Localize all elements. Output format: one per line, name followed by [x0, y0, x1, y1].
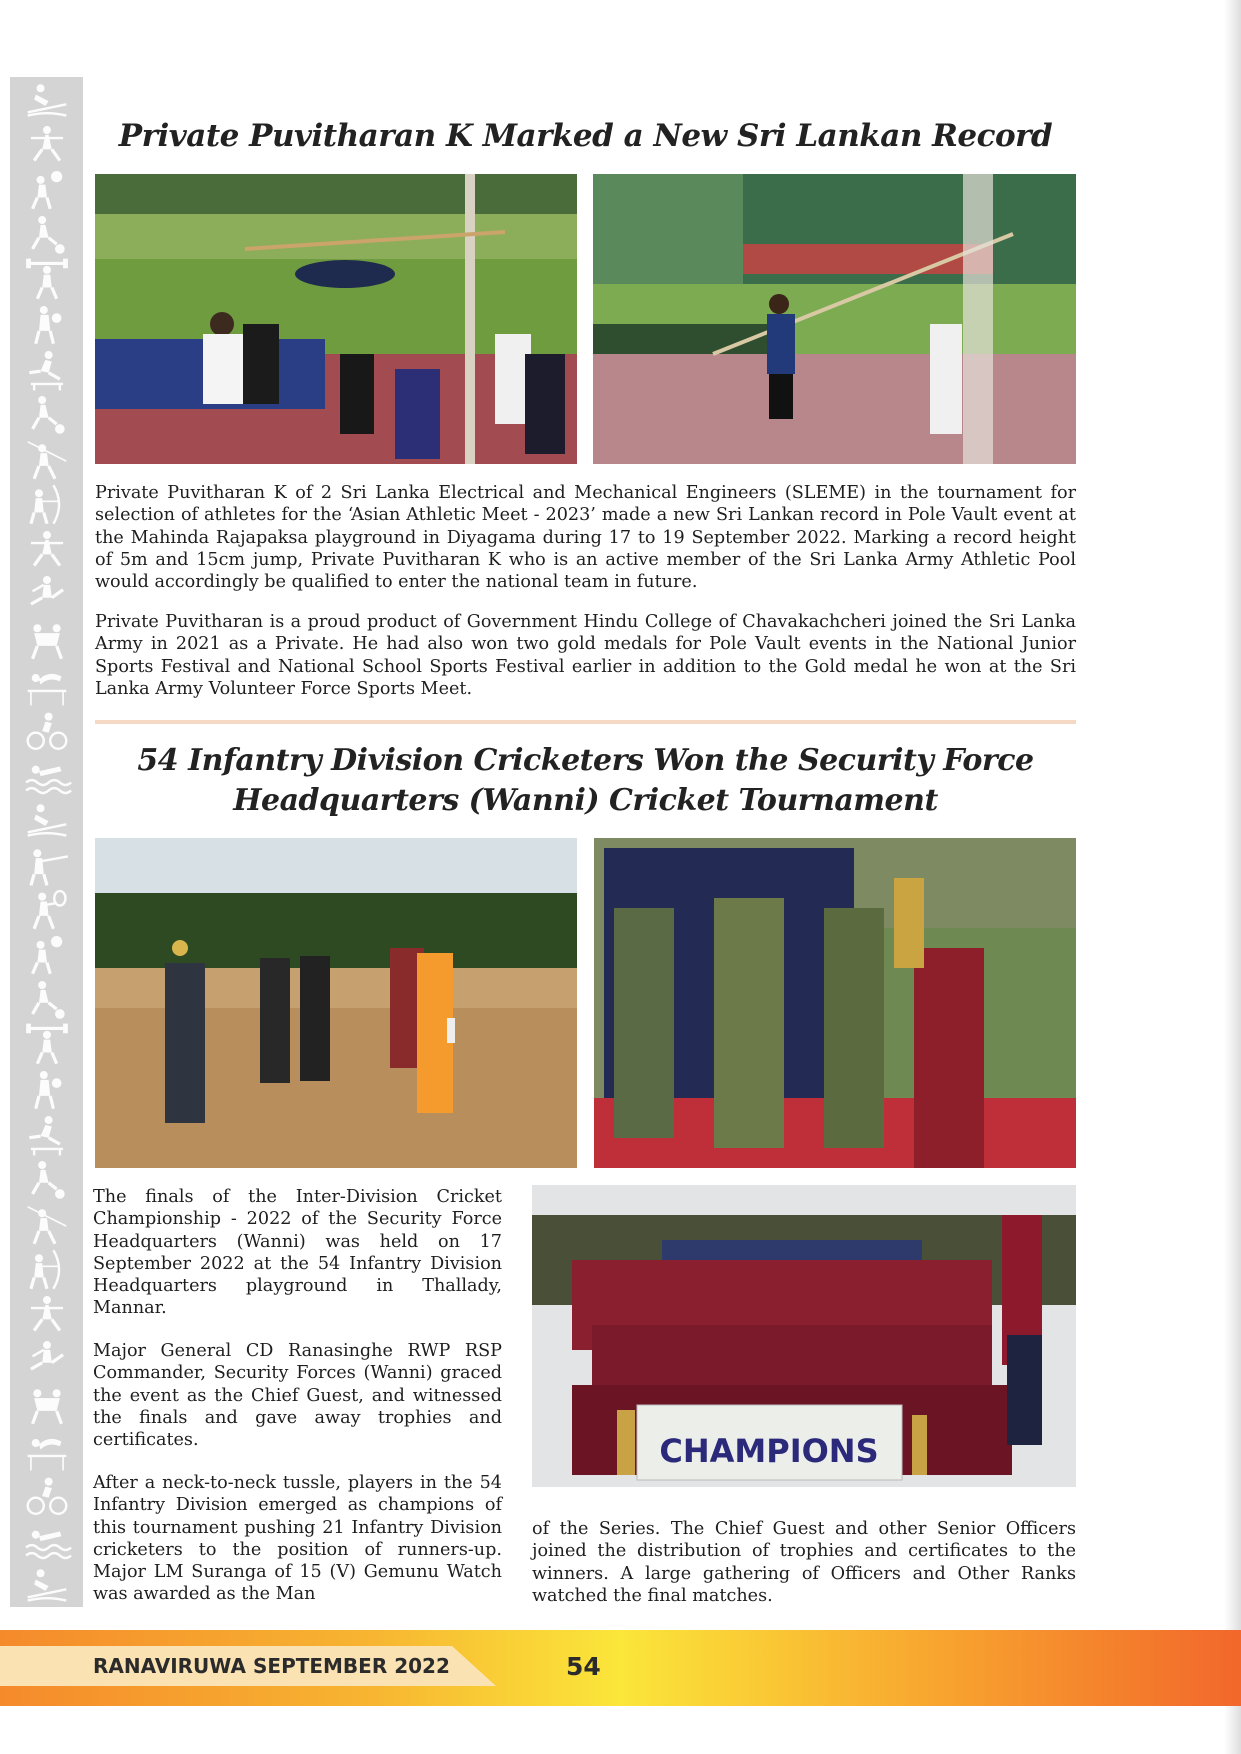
photo-champions-team	[532, 1185, 1076, 1487]
photo-pole-vault-jump	[95, 174, 577, 464]
champions-banner-text: CHAMPIONS	[659, 1432, 879, 1470]
hurdles-icon	[19, 347, 75, 392]
gymnastics-icon	[19, 527, 75, 572]
shooting-icon	[19, 842, 75, 887]
javelin-icon	[19, 1202, 75, 1247]
weightlifting-icon	[19, 257, 75, 302]
article-title-pole-vault: Private Puvitharan K Marked a New Sri Lankan Record	[118, 118, 1053, 154]
swimming-icon	[19, 1517, 75, 1562]
paragraph: of the Series. The Chief Guest and other Senior Officers joined the distribution of trophies and certificates to the winners. A large gathering of Officers and Other Ranks watched the final matches.	[532, 1519, 1076, 1606]
rowing-icon	[19, 1562, 75, 1607]
football-icon	[19, 977, 75, 1022]
football-icon	[19, 392, 75, 437]
cycling-icon	[19, 707, 75, 752]
footer-magazine-name: RANAVIRUWA	[93, 1654, 246, 1678]
football-icon	[19, 212, 75, 257]
page-edge-shadow	[1224, 0, 1241, 1754]
karate-icon	[19, 572, 75, 617]
karate-icon	[19, 1337, 75, 1382]
basketball-icon	[19, 167, 75, 212]
photo-trophy-presentation	[594, 838, 1076, 1168]
paragraph: Private Puvitharan is a proud product of Government Hindu College of Chavakachcheri joined the Sri Lanka Army in 2021 as a Private. He had also won two gold medals for Pole Vault events in the National Junior Sports Festival and National School Sports Festival earlier in addition to the Gold medal he won at the Sri Lanka Army Volunteer Force Sports Meet.	[95, 612, 1076, 699]
swimming-icon	[19, 752, 75, 797]
section-divider	[95, 720, 1076, 724]
wrestling-icon	[19, 1382, 75, 1427]
boxing-icon	[19, 1067, 75, 1112]
title-line: 54 Infantry Division Cricketers Won the Security Force	[137, 743, 1034, 778]
photo-cricket-toss	[95, 838, 577, 1168]
tennis-icon	[19, 887, 75, 932]
basketball-icon	[19, 932, 75, 977]
title-line: Headquarters (Wanni) Cricket Tournament	[233, 783, 938, 818]
football-icon	[19, 1157, 75, 1202]
footer-issue-date: SEPTEMBER 2022	[253, 1654, 450, 1678]
sports-icon-strip	[10, 77, 83, 1607]
paragraph: Private Puvitharan K of 2 Sri Lanka Electrical and Mechanical Engineers (SLEME) in the tournament for selection of athletes for the ‘Asian Athletic Meet - 2023’ made a new Sri Lankan record in Pole Vault event at the Mahinda Rajapaksa playground in Diyagama during 17 to 19 September 2022. Marking a record height of 5m and 15cm jump, Private Puvitharan K who is an active member of the Sri Lanka Army Athletic Pool would accordingly be qualified to enter the national team in future.	[95, 483, 1076, 593]
javelin-icon	[19, 437, 75, 482]
boxing-icon	[19, 302, 75, 347]
paragraph: Major General CD Ranasinghe RWP RSP Commander, Security Forces (Wanni) graced the event as the Chief Guest, and witnessed the finals and gave away trophies and certificates.	[93, 1341, 502, 1451]
archery-icon	[19, 482, 75, 527]
page-number: 54	[566, 1652, 601, 1681]
paragraph: The finals of the Inter-Division Cricket Championship - 2022 of the Security Force Headquarters (Wanni) was held on 17 September 2022 at the 54 Infantry Division Headquarters playground in Thallady, Mannar.	[93, 1187, 502, 1319]
photo-pole-vault-runup	[593, 174, 1076, 464]
gymnastics-icon	[19, 1292, 75, 1337]
wrestling-icon	[19, 617, 75, 662]
weightlifting-icon	[19, 1022, 75, 1067]
archery-icon	[19, 1247, 75, 1292]
high-jump-icon	[19, 1427, 75, 1472]
high-jump-icon	[19, 662, 75, 707]
cycling-icon	[19, 1472, 75, 1517]
rowing-icon	[19, 797, 75, 842]
hurdles-icon	[19, 1112, 75, 1157]
paragraph: After a neck-to-neck tussle, players in the 54 Infantry Division emerged as champions of this tournament pushing 21 Infantry Division cricketers to the position of runners-up. Major LM Suranga of 15 (V) Gemunu Watch was awarded as the Man	[93, 1473, 502, 1605]
rowing-icon	[19, 77, 75, 122]
article-title-cricket	[95, 741, 1076, 821]
gymnastics-icon	[19, 122, 75, 167]
